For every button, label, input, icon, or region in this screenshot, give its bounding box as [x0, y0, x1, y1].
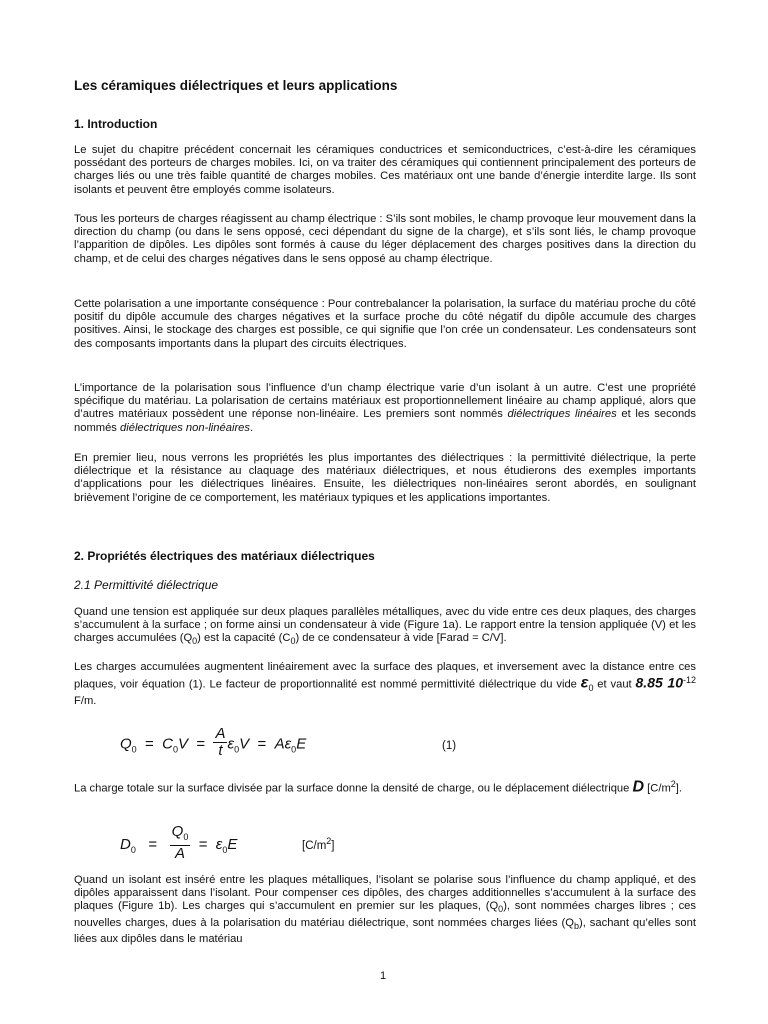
section-heading-introduction: 1. Introduction [74, 117, 158, 131]
document-title: Les céramiques diélectriques et leurs applications [74, 78, 398, 93]
section-heading-properties: 2. Propriétés électriques des matériaux diélectriques [74, 549, 375, 563]
paragraph-permittivity-2: Les charges accumulées augmentent linéairement avec la surface des plaques, et inversement avec la distance entre ces plaques, voir équation (1). Le facteur de proportionnalité est nommé permittivité diélectrique du vide $\varepsilon_0$ et vaut 8.85 $10^{-12}$ F/m. [74, 661, 696, 708]
displacement-symbol: D [632, 778, 645, 796]
equation-2-unit: $[C/m^2]$ [302, 836, 335, 852]
equation-number-1: (1) [442, 740, 457, 752]
italic-term-nonlinear: diélectriques non-linéaires [120, 421, 250, 434]
equation-1: $Q_0 = C_0V$ = $\frac{A}{t}$ $\varepsilon_0V = A\varepsilon_0E$ [120, 725, 307, 759]
epsilon-symbol: ε [580, 674, 589, 692]
fraction-q-over-a: $\frac{Q_0}{A}$ [171, 823, 189, 862]
paragraph-permittivity-1: Quand une tension est appliquée sur deux plaques parallèles métalliques, avec du vide entre ces deux plaques, des charges s’accumulent à la surface ; on forme ainsi un condensateur à vide (Figure 1a). Le rapport entre la tension appliquée (V) et les charges accumulées $(Q_0)$ est la capacité $(C_0)$ de ce condensateur à vide [Farad = C/V]. [74, 606, 696, 647]
paragraph-intro-4: L’importance de la polarisation sous l’influence d’un champ électrique varie d’un isolant à un autre. C’est une propriété spécifique du matériau. La polarisation de certains matériaux est proportionnellement linéaire au champ appliqué, alors que d’autres matériaux possèdent une réponse non-linéaire. Les premiers sont nommés diélectriques linéaires et les seconds nommés diélectriques non-linéaires. [74, 382, 696, 434]
paragraph-intro-5: En premier lieu, nous verrons les propriétés les plus importantes des diélectriques : la permittivité diélectrique, la perte diélectrique et la résistance au claquage des matériaux diélectriques, et nous étudierons des exemples importants d’applications pour les diélectriques linéaires. Ensuite, les diélectriques non-linéaires seront abordés, en soulignant brièvement l’origine de ce comportement, les matériaux typiques et les applications importantes. [74, 452, 696, 504]
vacuum-permittivity-value: 8.85 10 [635, 674, 683, 691]
italic-term-linear: diélectriques linéaires [507, 408, 617, 421]
paragraph-insulator-polarization: Quand un isolant est inséré entre les plaques métalliques, l’isolant se polarise sous l’influence du champ appliqué, et des dipôles apparaissent dans l’isolant. Pour compenser ces dipôles, des charges additionnelles s’accumulent à la surface des plaques (Figure 1b). Les charges qui s’accumulent en premier sur les plaques, $(Q_0)$, sont nommées charges libres ; ces nouvelles charges, dues à la polarisation du matériau diélectrique, sont nommées charges liées $(Q_b)$, sachant qu’elles sont liées aux dipôles dans le matériau [74, 874, 696, 946]
paragraph-intro-3: Cette polarisation a une importante conséquence : Pour contrebalancer la polarisation, la surface du matériau proche du côté positif du dipôle accumule des charges négatives et la surface proche du côté négatif du dipôle accumule des charges positives. Ainsi, le stockage des charges est possible, ce qui signifie que l’on crée un condensateur. Les condensateurs sont des composants importants dans la plupart des circuits électriques. [74, 298, 696, 350]
paragraph-charge-density: La charge totale sur la surface divisée par la surface donne la densité de charge, ou le déplacement diélectrique D $[C/m^2]$. [74, 778, 683, 796]
subsection-heading-permittivity: 2.1 Permittivité diélectrique [74, 578, 219, 592]
page-number: 1 [380, 970, 387, 982]
paragraph-intro-1: Le sujet du chapitre précédent concernait les céramiques conductrices et semiconductrices, c’est-à-dire les céramiques possédant des porteurs de charges mobiles. Ici, on va traiter des céramiques qui contiennent principalement des porteurs de charges liés ou une très faible quantité de charges mobiles. Ces matériaux ont une bande d’énergie interdite large. Ils sont isolants et peuvent être employés comme isolateurs. [74, 144, 696, 196]
paragraph-intro-2: Tous les porteurs de charges réagissent au champ électrique : S’ils sont mobiles, le champ provoque leur mouvement dans la direction du champ (ou dans le sens opposé, ceci dépendant du signe de la charge), et s’ils sont liés, le champ provoque l’apparition de dipôles. Les dipôles sont formés à cause du léger déplacement des charges positives dans la direction du champ, et de celui des charges négatives dans le sens opposé au champ électrique. [74, 213, 696, 265]
equation-2: $D_0$ = $\frac{Q_0}{A}$ = $\varepsilon_0E$ [120, 823, 238, 862]
fraction-a-over-t: $\frac{A}{t}$ [215, 725, 226, 759]
